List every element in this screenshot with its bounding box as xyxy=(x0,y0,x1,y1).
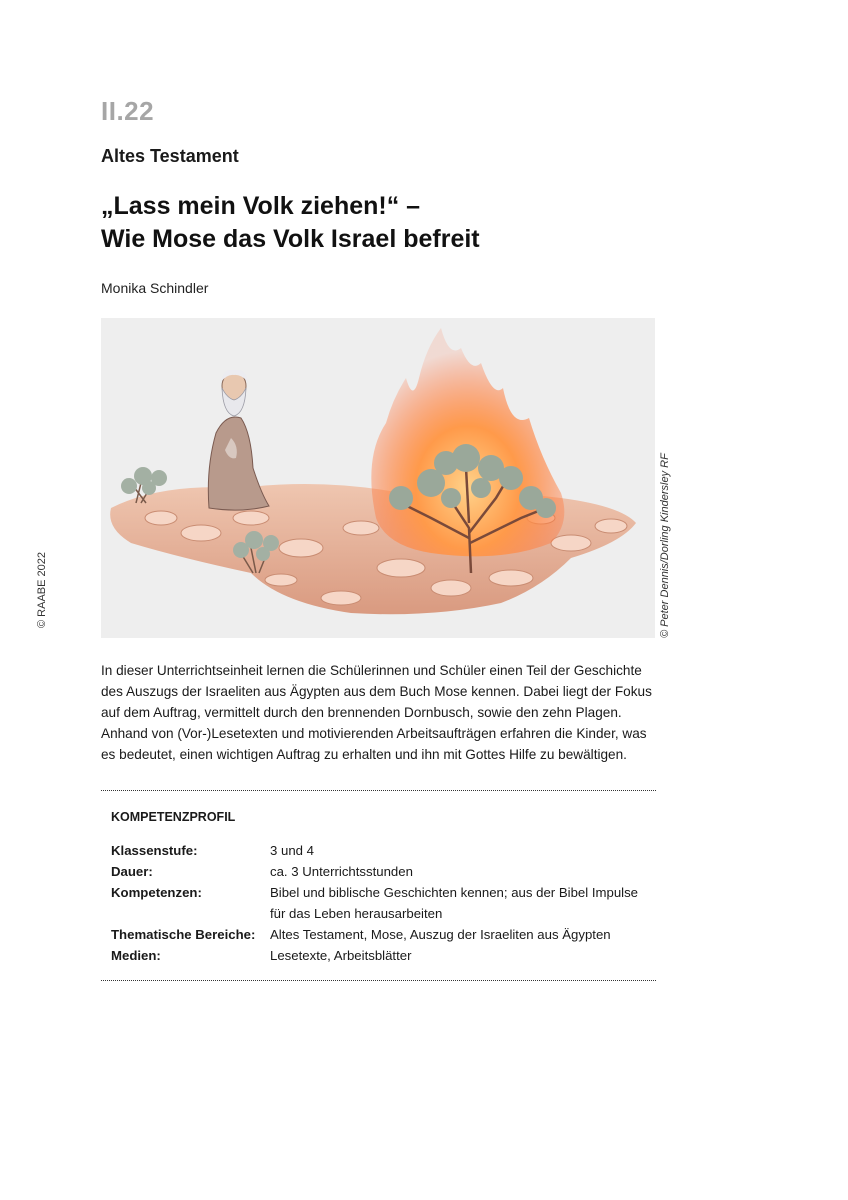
title-line-1: „Lass mein Volk ziehen!“ – xyxy=(101,192,421,220)
profile-row xyxy=(111,861,656,882)
profile-heading: KOMPETENZPROFIL xyxy=(111,810,236,824)
profile-row xyxy=(111,945,656,966)
page-title xyxy=(101,190,701,256)
profile-label: Medien: xyxy=(111,948,161,963)
divider-top xyxy=(101,790,656,791)
profile-label: Thematische Bereiche: xyxy=(111,927,256,942)
profile-label: Klassenstufe: xyxy=(111,843,198,858)
profile-row xyxy=(111,840,656,861)
competence-profile-table xyxy=(111,840,656,966)
profile-row xyxy=(111,882,656,924)
author-name: Monika Schindler xyxy=(101,280,209,296)
category-heading: Altes Testament xyxy=(101,146,239,166)
profile-label: Dauer: xyxy=(111,864,153,879)
profile-value: ca. 3 Unterrichtsstunden xyxy=(270,864,413,879)
kneeling-moses-figure xyxy=(208,370,269,510)
profile-value: 3 und 4 xyxy=(270,843,314,858)
title-line-2: Wie Mose das Volk Israel befreit xyxy=(101,225,480,253)
divider-bottom xyxy=(101,980,656,981)
profile-row xyxy=(111,924,656,945)
profile-value: Bibel und biblische Geschichten kennen; aus der Bibel Impulse für das Leben herausarbeiten xyxy=(270,885,639,921)
image-credit: © Peter Dennis/Dorling Kindersley RF xyxy=(659,453,671,638)
side-copyright: © RAABE 2022 xyxy=(36,552,48,628)
profile-value: Lesetexte, Arbeitsblätter xyxy=(270,948,412,963)
profile-label: Kompetenzen: xyxy=(111,885,202,900)
illustration-svg xyxy=(101,318,655,638)
profile-value: Altes Testament, Mose, Auszug der Israeliten aus Ägypten xyxy=(270,927,611,942)
intro-paragraph: In dieser Unterrichtseinheit lernen die Schülerinnen und Schüler einen Teil der Geschichte des Auszugs der Israeliten aus Ägypten aus dem Buch Mose kennen. Dabei liegt der Fokus auf dem Auftrag, vermittelt durch den brennenden Dornbusch, sowie den zehn Plagen. Anhand von (Vor-)Lesetexten und motivierenden Arbeitsaufträgen erfahren die Kinder, was es bedeutet, einen wichtigen Auftrag zu erhalten und ihn mit Gottes Hilfe zu bewältigen. xyxy=(101,663,652,762)
burning-bush-illustration xyxy=(101,318,655,638)
section-number: II.22 xyxy=(101,96,155,126)
